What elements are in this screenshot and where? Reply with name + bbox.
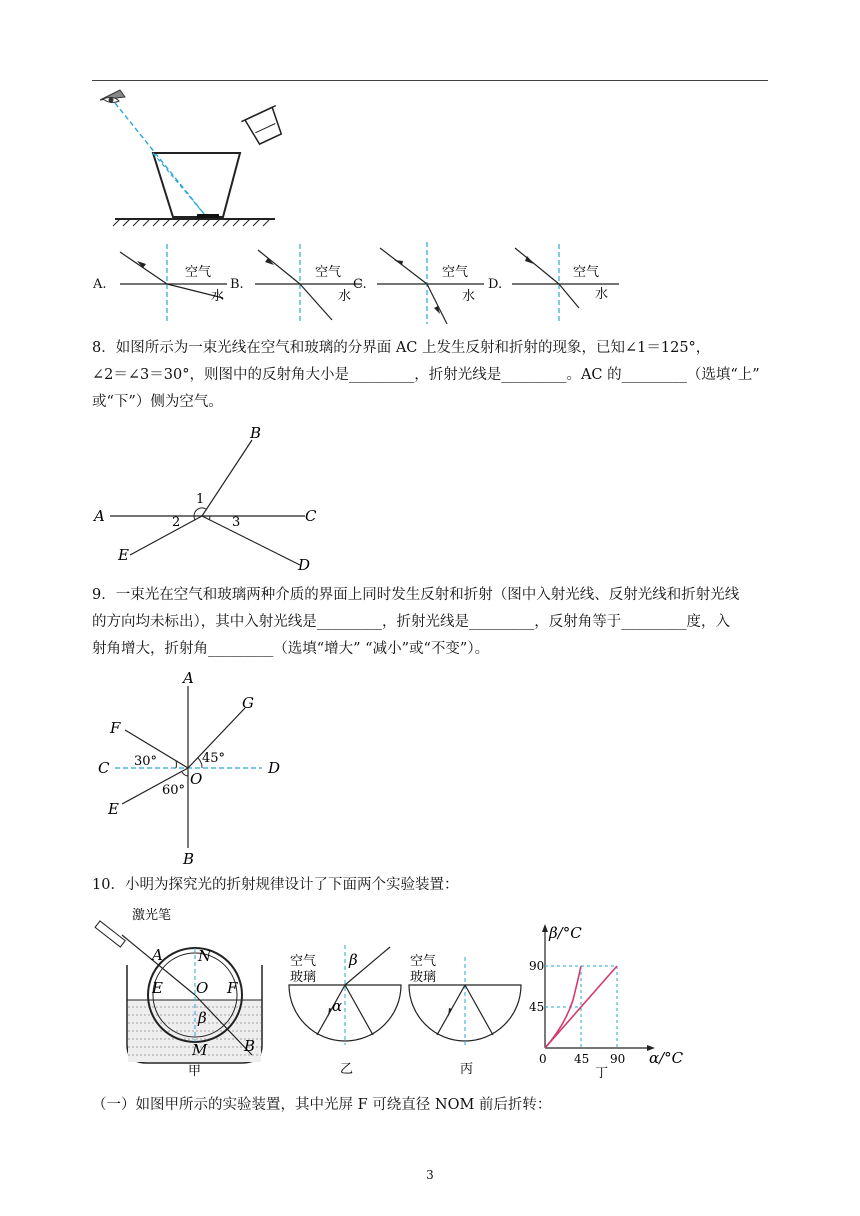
header-rule [92, 80, 768, 81]
jia-label-f: F [227, 979, 238, 997]
q8-label-d: D [298, 556, 311, 574]
ding-tick-x0: 0 [539, 1052, 547, 1066]
jia-label-n: N [198, 947, 212, 965]
laser-pen-icon [95, 921, 125, 947]
yi-air-label: 空气 [290, 954, 317, 969]
option-c-diagram [372, 240, 492, 325]
option-d-air-label: 空气 [573, 265, 600, 280]
q9-line-1: 9．一束光在空气和玻璃两种介质的界面上同时发生反射和折射（图中入射光线、反射光线和折射光线 [92, 587, 740, 603]
yi-caption: 乙 [340, 1062, 354, 1077]
q9-figure [90, 668, 300, 868]
ding-ylabel: β/°C [549, 924, 582, 942]
bing-caption: 丙 [460, 1062, 474, 1077]
jia-label-beta: β [198, 1009, 207, 1027]
q9-line-2: 的方向均未标出），其中入射光线是_________，折射光线是_________，反射角等于_________度，入 [92, 614, 730, 630]
ding-tick-x90: 90 [610, 1052, 626, 1066]
jia-caption: 甲 [188, 1064, 202, 1079]
q10-figure-yi [285, 945, 410, 1080]
jia-pen-label: 激光笔 [132, 908, 172, 923]
jia-label-o: O [196, 979, 209, 997]
q9-label-d: D [268, 759, 281, 777]
question-10 [92, 872, 776, 899]
option-c-letter: C. [353, 277, 367, 292]
q10-sub1-text: （一）如图甲所示的实验装置，其中光屏 F 可绕直径 NOM 前后折转： [92, 1097, 552, 1113]
option-b-water-label: 水 [338, 289, 352, 304]
ding-tick-y90: 90 [529, 959, 545, 973]
bing-air-label: 空气 [410, 954, 437, 969]
question-8 [92, 335, 776, 416]
beaker-icon [241, 106, 287, 147]
yi-glass-label: 玻璃 [290, 970, 317, 985]
option-a-diagram [115, 240, 235, 325]
q8-angle-2: 2 [172, 515, 181, 530]
ding-xlabel: α/°C [649, 1049, 684, 1067]
q9-label-e: E [108, 800, 119, 818]
q10-subquestion-1 [92, 1092, 776, 1119]
ding-tick-y45: 45 [529, 1000, 545, 1014]
option-d-water-label: 水 [595, 287, 609, 302]
option-b-letter: B. [230, 277, 244, 292]
yi-alpha-label: α [332, 997, 343, 1015]
q8-label-e: E [118, 546, 129, 564]
ding-caption: 丁 [595, 1066, 609, 1081]
option-d-letter: D. [488, 277, 503, 292]
option-b-air-label: 空气 [315, 265, 342, 280]
jia-label-a: A [152, 946, 163, 964]
q8-label-b: B [250, 424, 262, 442]
q8-angle-3: 3 [232, 515, 241, 530]
q8-line-2: ∠2＝∠3＝30°，则图中的反射角大小是_________，折射光线是_________。AC 的_________（选填“上” [92, 367, 760, 383]
question-9 [92, 582, 776, 663]
option-d-diagram [507, 240, 627, 325]
q9-label-f: F [110, 719, 121, 737]
option-a-letter: A. [93, 277, 107, 292]
jia-label-m: M [192, 1041, 208, 1059]
q9-angle-60: 60° [162, 783, 186, 798]
bing-glass-label: 玻璃 [410, 970, 437, 985]
q9-label-o: O [190, 770, 203, 788]
eye-icon [100, 90, 125, 103]
q9-angle-45: 45° [202, 751, 226, 766]
yi-beta-label: β [349, 951, 358, 969]
q9-line-3: 射角增大，折射角_________（选填“增大” “减小”或“不变”）。 [92, 641, 490, 657]
q8-angle-1: 1 [196, 492, 205, 507]
q8-line-1: 8．如图所示为一束光线在空气和玻璃的分界面 AC 上发生反射和折射的现象，已知∠1＝125°， [92, 340, 711, 356]
page-number: 3 [426, 1168, 434, 1182]
q10-figure-ding [525, 920, 684, 1081]
jia-label-e: E [152, 979, 163, 997]
q9-label-c: C [98, 759, 110, 777]
coin-icon [197, 214, 219, 218]
cup-figure [95, 85, 295, 230]
option-c-air-label: 空气 [442, 265, 469, 280]
ding-tick-x45: 45 [574, 1052, 590, 1066]
q9-label-a: A [183, 669, 194, 687]
q8-figure [90, 420, 330, 580]
option-a-air-label: 空气 [185, 265, 212, 280]
q10-figure-jia [92, 905, 272, 1080]
q9-angle-30: 30° [134, 754, 158, 769]
q8-label-a: A [94, 507, 105, 525]
jia-label-b: B [244, 1037, 256, 1055]
q8-label-c: C [305, 507, 317, 525]
q9-label-b: B [183, 850, 195, 868]
option-a-water-label: 水 [211, 289, 225, 304]
q10-figure-bing [405, 945, 530, 1080]
q9-label-g: G [242, 694, 254, 712]
option-c-water-label: 水 [462, 289, 476, 304]
option-b-diagram [250, 240, 370, 325]
q8-line-3: 或“下”）侧为空气。 [92, 394, 223, 410]
q10-line-1: 10．小明为探究光的折射规律设计了下面两个实验装置： [92, 877, 459, 893]
